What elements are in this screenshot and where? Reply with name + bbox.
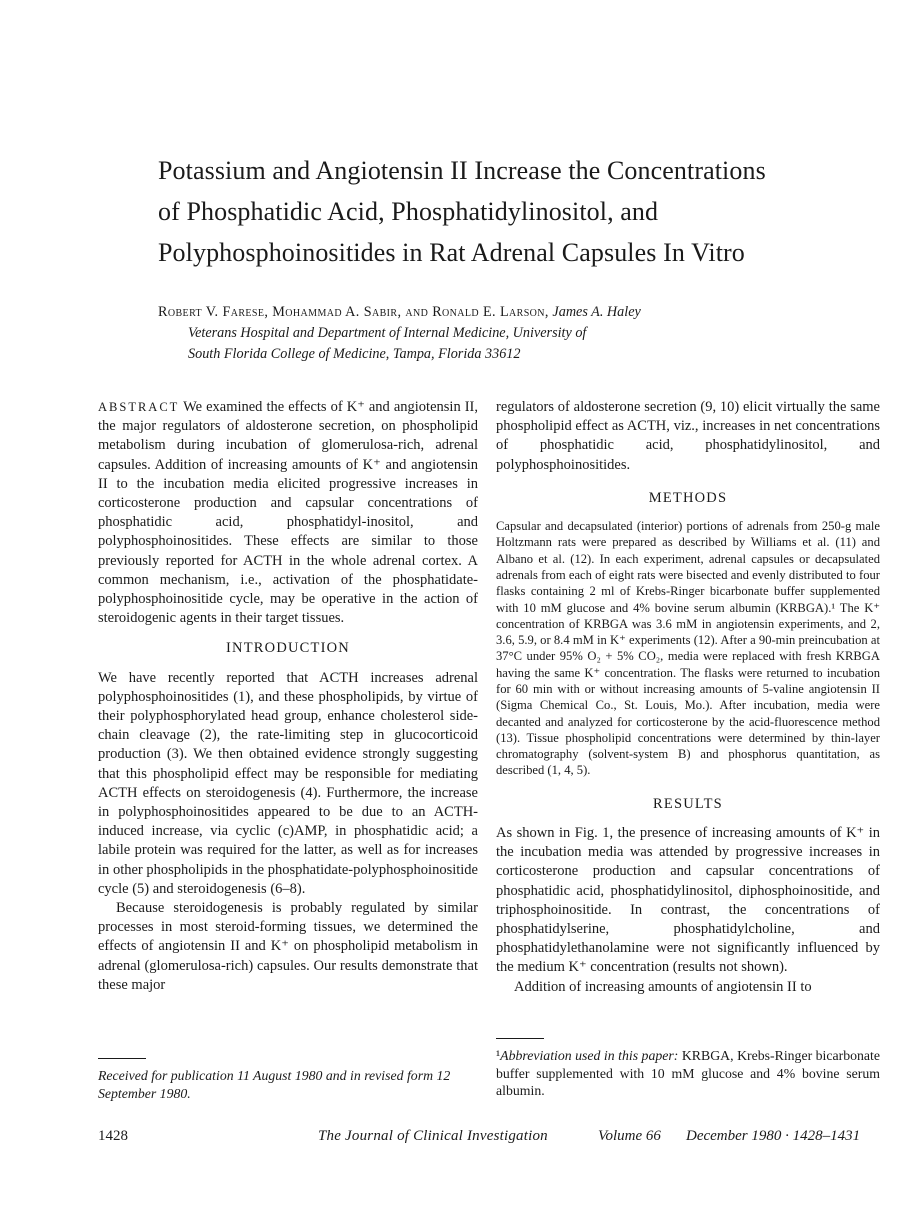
journal-name: The Journal of Clinical Investigation [318, 1128, 548, 1144]
footnote [496, 1038, 880, 1100]
results-paragraph-1: As shown in Fig. 1, the presence of increasing amounts of K⁺ in the incubation media was attended by progressive increases in corticosterone production and capsular concentrations of phosphatidic acid, phosphatidylinositol, diphosphoinositide, and triphosphoinositide. In contrast, the concentrations of phosphatidylserine, phosphatidylcholine, and phosphatidylethanolamine were not significantly influenced by the medium K⁺ concentration (results not shown). [496, 824, 880, 976]
affiliation-line-3: South Florida College of Medicine, Tampa, Florida 33612 [188, 346, 521, 362]
footnote-rule [496, 1038, 544, 1039]
received-note [98, 1058, 478, 1102]
journal-volume: Volume 66 [598, 1128, 661, 1144]
footnote-text: KRBGA, Krebs-Ringer bicarbonate buffer supplemented with 10 mM glucose and 4% bovine serum albumin. [496, 1048, 881, 1098]
author-block [158, 302, 858, 365]
abstract [98, 398, 478, 628]
introduction-paragraph-2-continued: regulators of aldosterone secretion (9, 10) elicit virtually the same phospholipid effect as ACTH, viz., increases in net concentrations of phosphatidic acid, phosphatidylinositol, and polyphosphoinositides. [496, 399, 880, 473]
introduction-paragraph-1: We have recently reported that ACTH increases adrenal polyphosphoinositides (1), and these phospholipids, by virtue of their polyphosphorylated head group, enhance cholesterol side-chain cleavage (2), the rate-limiting step in glucocorticoid production (3). We then obtained evidence strongly suggesting that this phospholipid effect may be responsible for mediating ACTH effects on steroidogenesis (4). Furthermore, the increase in polyphosphoinositides appeared to be due to an ACTH-induced increase, via cyclic (c)AMP, in phosphatidic acid; a labile protein was required for the latter, as well as for increases in other phospholipids in the phosphatidate-polyphosphoinositide cycle (5) and steroidogenesis (6–8). [98, 669, 478, 897]
title-line-3: Polyphosphoinositides in Rat Adrenal Capsules In Vitro [158, 238, 745, 267]
left-column [98, 398, 478, 995]
introduction-paragraph-2: Because steroidogenesis is probably regulated by similar processes in most steroid-forming tissues, we determined the effects of angiotensin II and K⁺ on phospholipid metabolism in adrenal (glomerulosa-rich) capsules. Our results demonstrate that these major [98, 900, 478, 993]
methods-heading: METHODS [648, 489, 728, 506]
abstract-text: We examined the effects of K⁺ and angiotensin II, the major regulators of aldosterone secretion, on phospholipid metabolism during incubation of glomerulosa-rich, adrenal capsules. Addition of increasing amounts of K⁺ and angiotensin II to the incubation media elicited progressive increases in corticosterone production and capsular concentrations of phosphatidic acid, phosphatidyl-inositol, and polyphosphoinositides. These effects are similar to those previously reported for ACTH in the whole adrenal cortex. A common mechanism, i.e., activation of the phosphatidate-polyphosphoinositide cycle, may be operative in the action of steroidogenic agents in their target tissues. [98, 399, 478, 627]
page-number: 1428 [98, 1128, 128, 1144]
affiliation-line-2: Veterans Hospital and Department of Internal Medicine, University of [188, 325, 587, 341]
results-paragraph-2: Addition of increasing amounts of angiotensin II to [514, 978, 812, 995]
title-line-1: Potassium and Angiotensin II Increase the Concentrations [158, 156, 766, 185]
article-title [158, 150, 888, 273]
methods-text: Capsular and decapsulated (interior) portions of adrenals from 250-g male Holtzmann rats were prepared as described by Williams et al. (11) and Albano et al. (12). In each experiment, adrenal capsules or decapsulated adrenals from each of eight rats were bisected and evenly distributed to four flasks containing 2 ml of Krebs-Ringer bicarbonate buffer supplemented with 10 mM glucose and 4% bovine serum albumin (KRBGA).¹ The K⁺ concentration of KRBGA was 3.6 mM in angiotensin experiments, and 2, 3.6, 5.9, or 8.4 mM in K⁺ experiments (12). After a 90-min preincubation at 37°C under 95% O₂ + 5% CO₂, media were replaced with fresh KRBGA having the same K⁺ concentration. The flasks were returned to incubation for 60 min with or without increasing amounts of 5-valine angiotensin II (Sigma Chemical Co., St. Louis, Mo.). After incubation, media were decanted and analyzed for corticosterone by the acid-fluorescence method (13). Tissue phospholipid concentrations were determined by thin-layer chromatography (solvent-system B) and phosphorus quantitation, as described (1, 4, 5). [496, 519, 880, 778]
affiliation-start: James A. Haley [552, 304, 641, 320]
title-line-2: of Phosphatidic Acid, Phosphatidylinositol, and [158, 197, 659, 226]
footnote-label: Abbreviation used in this paper: [500, 1048, 679, 1063]
abstract-label: ABSTRACT [98, 400, 180, 414]
author-names: Robert V. Farese, Mohammad A. Sabir, and Ronald E. Larson, [158, 304, 549, 320]
received-text: Received for publication 11 August 1980 and in revised form 12 September 1980. [98, 1068, 451, 1101]
received-rule [98, 1058, 146, 1059]
results-heading: RESULTS [653, 795, 723, 812]
right-column [496, 398, 880, 997]
journal-date-pages: December 1980 · 1428–1431 [686, 1128, 861, 1144]
footnote-mark: ¹ [496, 1048, 501, 1063]
introduction-heading: INTRODUCTION [226, 640, 350, 657]
